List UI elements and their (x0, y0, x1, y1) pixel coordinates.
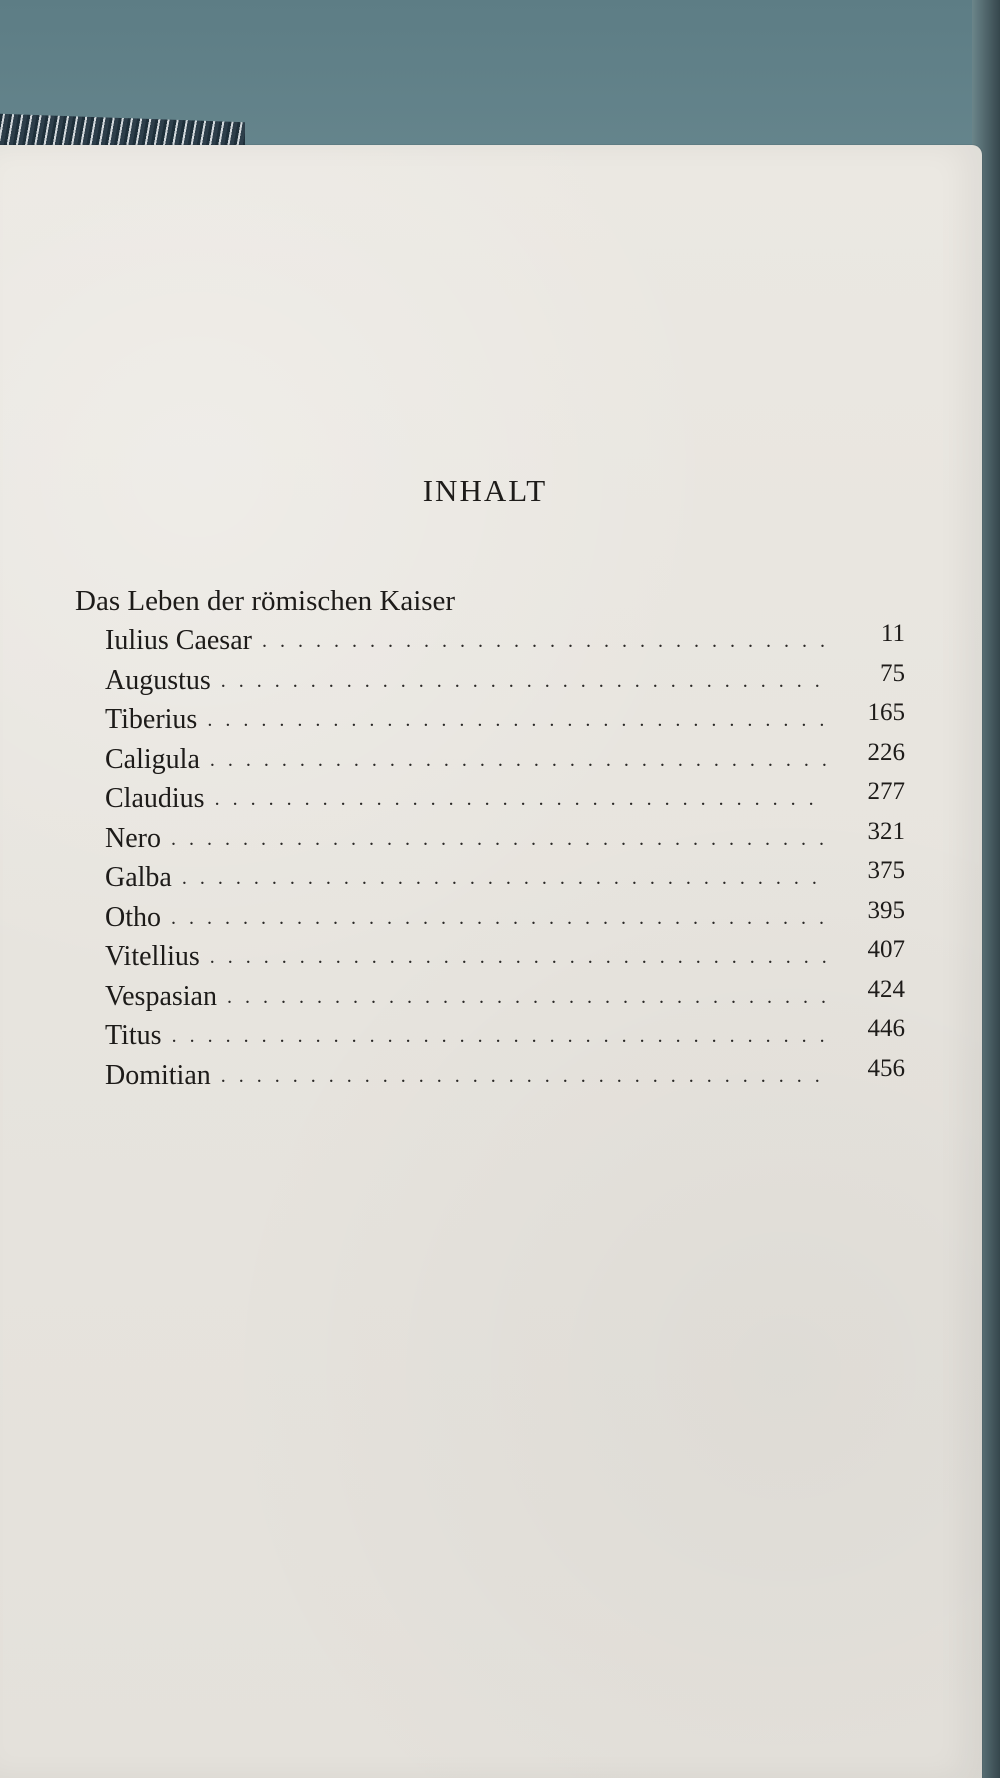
dot-leader (215, 788, 827, 811)
dot-leader (221, 1065, 827, 1088)
book-page (0, 145, 982, 1778)
entry-name: Galba (105, 862, 172, 893)
dot-leader (172, 1025, 827, 1048)
dot-leader (210, 946, 827, 969)
page-number: 375 (867, 857, 905, 884)
dot-leader (262, 630, 827, 653)
page-number: 165 (867, 699, 905, 726)
toc-entry (105, 1015, 905, 1060)
entry-name: Nero (105, 822, 161, 854)
entry-name: Iulius Caesar (105, 625, 252, 656)
toc-entry (105, 659, 905, 705)
page-number: 424 (867, 975, 905, 1003)
entry-name: Claudius (105, 783, 205, 814)
section-title: Das Leben der römischen Kaiser (75, 585, 456, 617)
entry-name: Tiberius (105, 704, 198, 735)
dot-leader (171, 828, 827, 851)
page-number: 226 (867, 738, 905, 766)
entry-name: Caligula (105, 743, 200, 775)
dot-leader (207, 709, 827, 732)
page-number: 277 (867, 778, 905, 805)
dot-leader (221, 670, 827, 693)
entry-name: Domitian (105, 1059, 211, 1091)
page-number: 11 (880, 620, 905, 647)
dot-leader (227, 986, 827, 1009)
table-of-contents (105, 620, 905, 1099)
toc-entry (105, 738, 905, 784)
toc-entry (105, 975, 905, 1021)
dot-leader (210, 749, 827, 772)
entry-name: Vespasian (105, 980, 217, 1012)
toc-entry (105, 699, 905, 744)
page-number: 321 (867, 817, 905, 845)
toc-entry (105, 817, 905, 863)
toc-entry (105, 936, 905, 981)
page-number: 407 (867, 936, 905, 963)
dot-leader (182, 867, 827, 890)
toc-entry (105, 778, 905, 823)
toc-entry (105, 896, 905, 942)
entry-name: Otho (105, 901, 161, 933)
page-number: 456 (867, 1054, 905, 1082)
toc-entry (105, 857, 905, 902)
page-number: 75 (880, 659, 905, 687)
page-number: 446 (867, 1015, 905, 1042)
page-number: 395 (867, 896, 905, 924)
entry-name: Augustus (105, 664, 211, 696)
entry-name: Vitellius (105, 941, 200, 972)
toc-entry (105, 1054, 905, 1100)
dot-leader (171, 907, 827, 930)
entry-name: Titus (105, 1020, 162, 1051)
toc-entry (105, 620, 905, 665)
page-title: INHALT (422, 473, 548, 508)
